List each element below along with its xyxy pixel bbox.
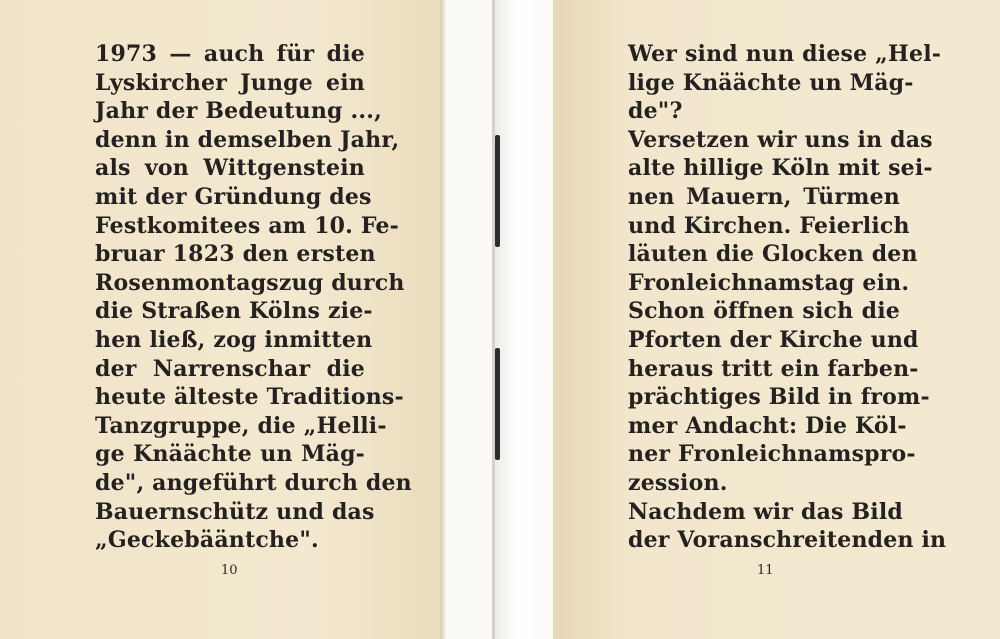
spine-fold: [495, 0, 553, 639]
text-line: prächtiges Bild in from-: [628, 384, 930, 411]
text-line: Jahr der Bedeutung ...,: [95, 98, 382, 125]
text-line: Festkomitees am 10. Fe-: [95, 212, 399, 239]
page-number-left: 10: [221, 563, 238, 578]
text-line: die Straßen Kölns zie-: [95, 298, 373, 325]
text-line: Pforten der Kirche und: [628, 326, 919, 353]
text-line: de", angeführt durch den: [95, 469, 412, 496]
text-line: lige Knäächte un Mäg-: [628, 69, 914, 96]
text-line: mit der Gründung des: [95, 183, 372, 210]
text-line: als von Wittgenstein: [95, 155, 365, 182]
text-line: nen Mauern, Türmen: [628, 183, 900, 210]
text-line: der Narrenschar die: [95, 355, 365, 382]
text-line: und Kirchen. Feierlich: [628, 212, 910, 239]
left-page-text: [95, 40, 412, 555]
text-line: Versetzen wir uns in das: [628, 126, 933, 153]
text-line: alte hillige Köln mit sei-: [628, 155, 933, 182]
text-line: bruar 1823 den ersten: [95, 241, 376, 268]
right-page-text: [628, 40, 947, 555]
binding-stitch-upper: [495, 135, 500, 247]
text-line: Nachdem wir das Bild: [628, 498, 903, 525]
text-line: 1973 — auch für die: [95, 41, 365, 67]
text-line: heute älteste Traditions-: [95, 384, 404, 411]
text-line: Rosenmontagszug durch: [95, 269, 405, 296]
text-line: Wer sind nun diese „Hel-: [628, 41, 942, 67]
text-line: Fronleichnamstag ein.: [628, 269, 910, 296]
book-gutter: [440, 0, 553, 639]
page-number-right: 11: [757, 563, 774, 578]
text-line: Lyskircher Junge ein: [95, 69, 365, 96]
text-line: Bauernschütz und das: [95, 498, 375, 525]
text-line: heraus tritt ein farben-: [628, 355, 919, 382]
text-line: ner Fronleichnamspro-: [628, 441, 916, 468]
text-line: zession.: [628, 469, 728, 496]
text-line: Tanzgruppe, die „Helli-: [95, 412, 387, 439]
text-line: „Geckebääntche".: [95, 527, 319, 554]
text-line: denn in demselben Jahr,: [95, 126, 400, 153]
text-line: läuten die Glocken den: [628, 241, 918, 268]
binding-stitch-lower: [495, 348, 500, 460]
text-line: Schon öffnen sich die: [628, 298, 900, 325]
text-line: de"?: [628, 98, 683, 125]
text-line: ge Knäächte un Mäg-: [95, 441, 365, 468]
text-line: mer Andacht: Die Köl-: [628, 412, 907, 439]
text-line: hen ließ, zog inmitten: [95, 326, 373, 353]
text-line: der Voranschreitenden in: [628, 527, 947, 554]
page-edge-left: [440, 0, 446, 639]
